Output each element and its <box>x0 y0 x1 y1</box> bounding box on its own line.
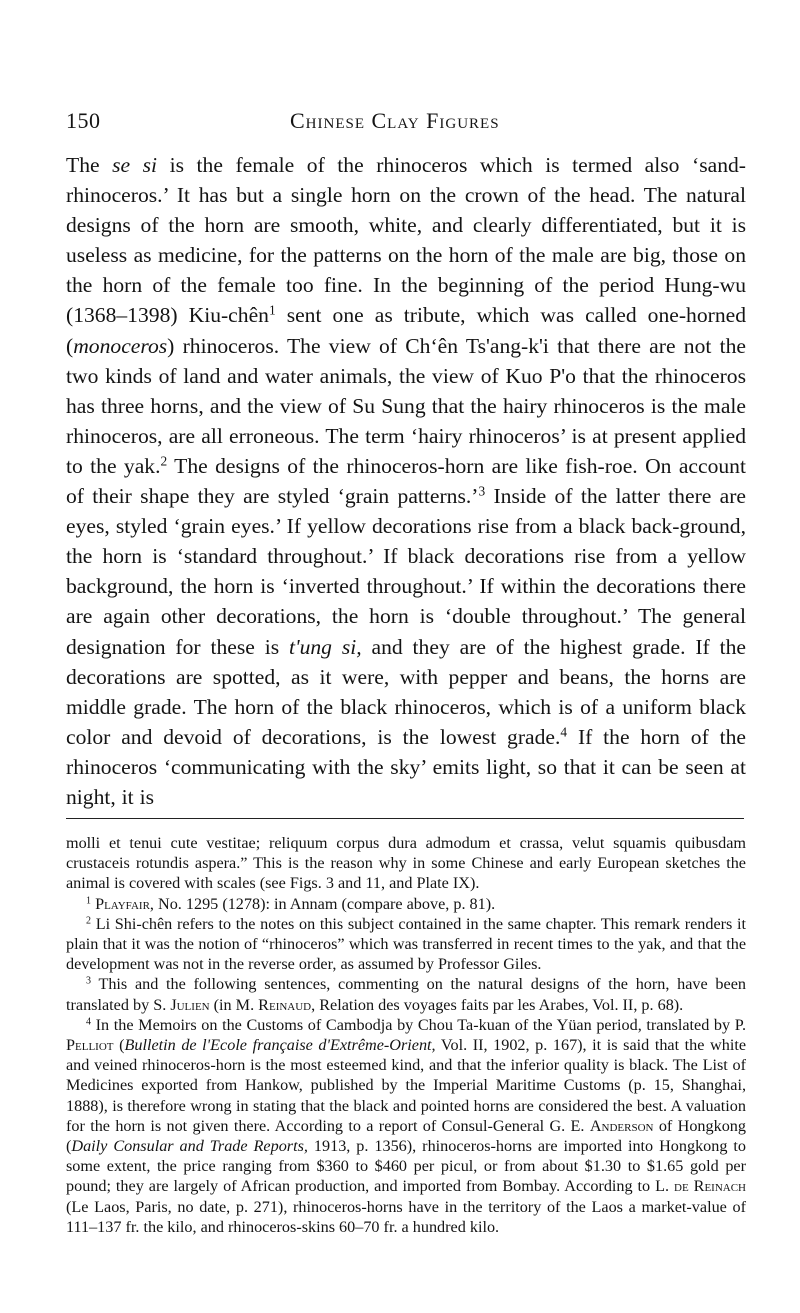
footnote-ref-3: 3 <box>478 483 486 499</box>
footnotes <box>66 833 746 1237</box>
footnote-continuation: molli et tenui cute vestitae; reliquum corpus dura admodum et crassa, velut squamis quibusdam crustaceis rotundis aspera.” This is the reason why in some Chinese and early European sketches the animal is covered with scales (see Figs. 3 and 11, and Plate IX). <box>66 834 746 893</box>
footnote-divider <box>66 818 744 819</box>
body-paragraph: The se si is the female of the rhinoceros which is termed also ‘sand-rhinoceros.’ It has but a single horn on the crown of the head. The natural designs of the horn are smooth, white, and clearly differentiated, but it is useless as medicine, for the patterns on the horn of the male are big, those on the horn of the female too fine. In the beginning of the period Hung-wu (1368–1398) Kiu-chên$^1$ sent one as tribute, which was called one-horned (monoceros) rhinoceros. The view of Chʻên Ts'ang-k'i that there are not the two kinds of land and water animals, the view of Kuo P'o that the rhinoceros has three horns, and the view of Su Sung that the hairy rhinoceros is the male rhinoceros, are all erroneous. The term ‘hairy rhinoceros’ is at present applied to the yak.$^2$ The designs of the rhinoceros-horn are like fish-roe. On account of their shape they are styled ‘grain patterns.’$^3$ Inside of the latter there are eyes, styled ‘grain eyes.’ If yellow decorations rise from a black back-ground, the horn is ‘standard throughout.’ If black decorations rise from a yellow background, the horn is ‘inverted throughout.’ If within the decorations there are again other decorations, the horn is ‘double throughout.’ The general designation for these is t'ung si, and they are of the highest grade. If the decorations are spotted, as it were, with pepper and beans, the horns are middle grade. The horn of the black rhinoceros, which is of a uniform black color and devoid of decorations, is the lowest grade.$^4$ If the horn of the rhinoceros ‘communicating with the sky’ emits light, so that it can be seen at night, it is <box>66 153 747 809</box>
footnote-ref-1: 1 <box>268 303 276 319</box>
footnote-ref-4: 4 <box>560 724 568 740</box>
footnote-2: $^2$ Li Shi-chên refers to the notes on this subject contained in the same chapter. This remark renders it plain that it was the notion of “rhinoceros” which was transferred in recent times to the yak, and that the development was not in the reverse order, as assumed by Professor Giles. <box>66 914 746 974</box>
body-text <box>66 150 746 812</box>
footnote-1: $^1$ Playfair, No. 1295 (1278): in Annam (compare above, p. 81). <box>86 894 496 913</box>
page-header <box>66 108 746 138</box>
page-number: 150 <box>66 108 101 133</box>
footnote-3: $^3$ This and the following sentences, commenting on the natural designs of the horn, have been translated by S. Julien (in M. Reinaud, Relation des voyages faits par les Arabes, Vol. II, p. 68). <box>66 975 746 1014</box>
running-title: Chinese Clay Figures <box>290 108 500 133</box>
footnote-ref-2: 2 <box>160 453 168 469</box>
footnote-4: $^4$ In the Memoirs on the Customs of Cambodja by Chou Ta-kuan of the Yüan period, translated by P. Pelliot (Bulletin de l'Ecole française d'Extrême-Orient, Vol. II, 1902, p. 167), it is said that the white and veined rhinoceros-horn is the most esteemed kind, and that the inferior quality is black. The List of Medicines exported from Hankow, published by the Imperial Maritime Customs (p. 15, Shanghai, 1888), is therefore wrong in stating that the black and pointed horns are considered the best. A valuation for the horn is not given there. According to a report of Consul-General G. E. Anderson of Hongkong (Daily Consular and Trade Reports, 1913, p. 1356), rhinoceros-horns are imported into Hongkong to some extent, the price ranging from $360 to $460 per picul, or from about $1.30 to $1.65 gold per pound; they are largely of African production, and imported from Bombay. According to L. de Reinach (Le Laos, Paris, no date, p. 271), rhinoceros-horns have in the territory of the Laos a market-value of 111–137 fr. the kilo, and rhinoceros-skins 60–70 fr. a hundred kilo. <box>66 1015 747 1236</box>
